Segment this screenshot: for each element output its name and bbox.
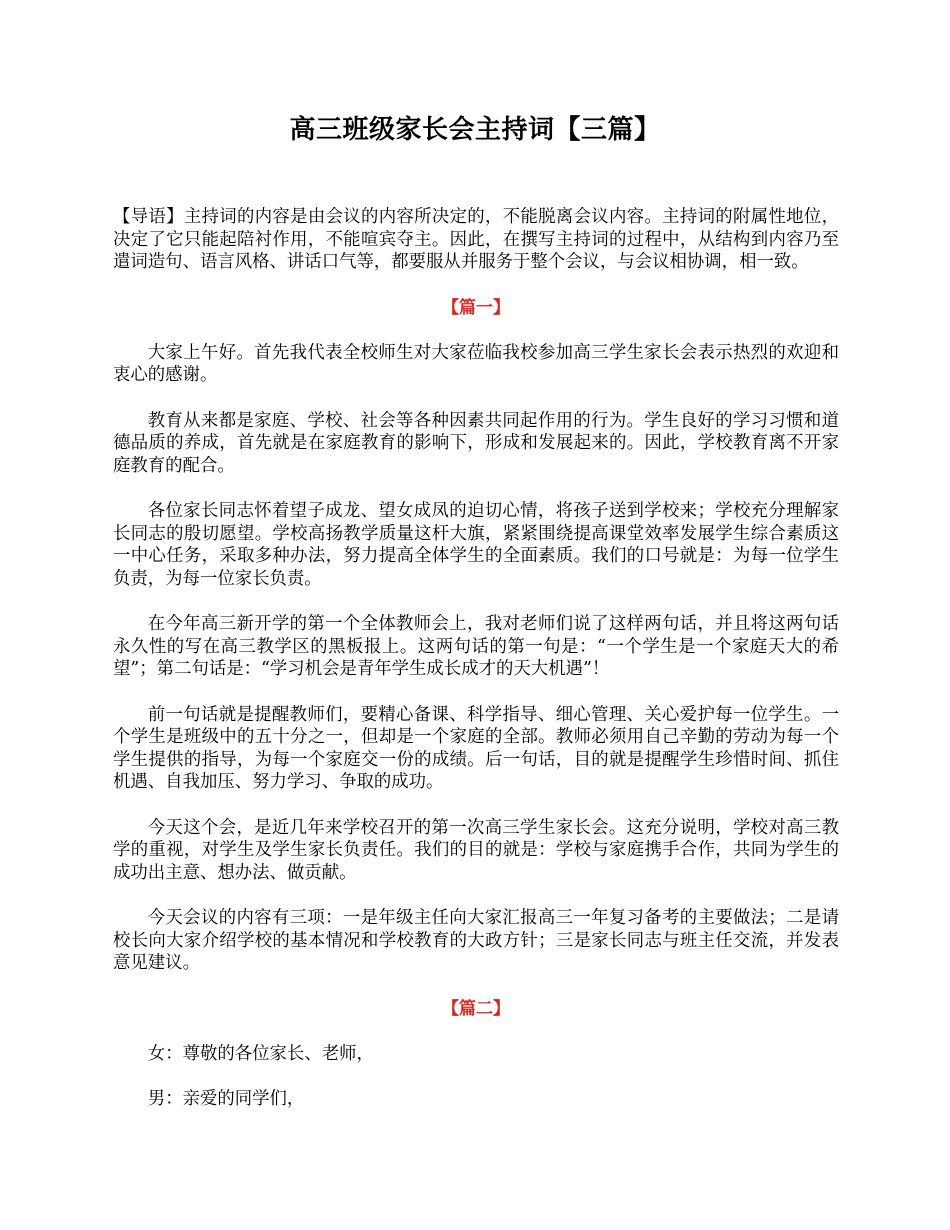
paragraph: 男：亲爱的同学们， [147, 1089, 305, 1109]
paragraph: 女：尊敬的各位家长、老师， [147, 1043, 374, 1064]
paragraph: 前一句话就是提醒教师们，要精心备课、科学指导、细心管理、关心爱护每一位学生。一个学生是班级中的五十分之一，但却是一个家庭的全部。教师必须用自己辛勤的劳动为每一个学生提供的指导，为每一个家庭交一份的成绩。后一句话，目的就是提醒学生珍惜时间、抓住机遇、自我加压、努力学习、争取的成功。 [113, 704, 839, 792]
paragraph: 今天会议的内容有三项：一是年级主任向大家汇报高三一年复习备考的主要做法；二是请校长向大家介绍学校的基本情况和学校教育的大政方针；三是家长同志与班主任交流，并发表意见建议。 [113, 908, 839, 973]
document-body [113, 206, 839, 1134]
section-heading-2: 【篇二】 [442, 998, 510, 1019]
paragraph: 在今年高三新开学的第一个全体教师会上，我对老师们说了这样两句话，并且将这两句话永久性的写在高三教学区的黑板报上。这两句话的第一句是：“一个学生是一个家庭天大的希望”；第二句话是：“学习机会是青年学生成长成才的天大机遇”！ [113, 614, 839, 679]
paragraph: 大家上午好。首先我代表全校师生对大家莅临我校参加高三学生家长会表示热烈的欢迎和衷心的感谢。 [113, 342, 839, 385]
intro-paragraph: 【导语】主持词的内容是由会议的内容所决定的，不能脱离会议内容。主持词的附属性地位，决定了它只能起陪衬作用，不能喧宾夺主。因此，在撰写主持词的过程中，从结构到内容乃至遣词造句、语言风格、讲话口气等，都要服从并服务于整个会议，与会议相协调，相一致。 [113, 207, 839, 272]
document-title: 高三班级家长会主持词【三篇】 [289, 115, 661, 145]
paragraph: 今天这个会，是近几年来学校召开的第一次高三学生家长会。这充分说明，学校对高三教学的重视，对学生及学生家长负责任。我们的目的就是：学校与家庭携手合作，共同为学生的成功出主意、想办法、做贡献。 [113, 817, 839, 883]
paragraph: 各位家长同志怀着望子成龙、望女成凤的迫切心情，将孩子送到学校来；学校充分理解家长同志的殷切愿望。学校高扬教学质量这杆大旗，紧紧围绕提高课堂效率发展学生综合素质这一中心任务，采取多种办法，努力提高全体学生的全面素质。我们的口号就是：为每一位学生负责，为每一位家长负责。 [113, 501, 839, 589]
paragraph: 教育从来都是家庭、学校、社会等各种因素共同起作用的行为。学生良好的学习习惯和道德品质的养成，首先就是在家庭教育的影响下，形成和发展起来的。因此，学校教育离不开家庭教育的配合。 [113, 410, 839, 476]
section-heading-1: 【篇一】 [442, 297, 510, 318]
